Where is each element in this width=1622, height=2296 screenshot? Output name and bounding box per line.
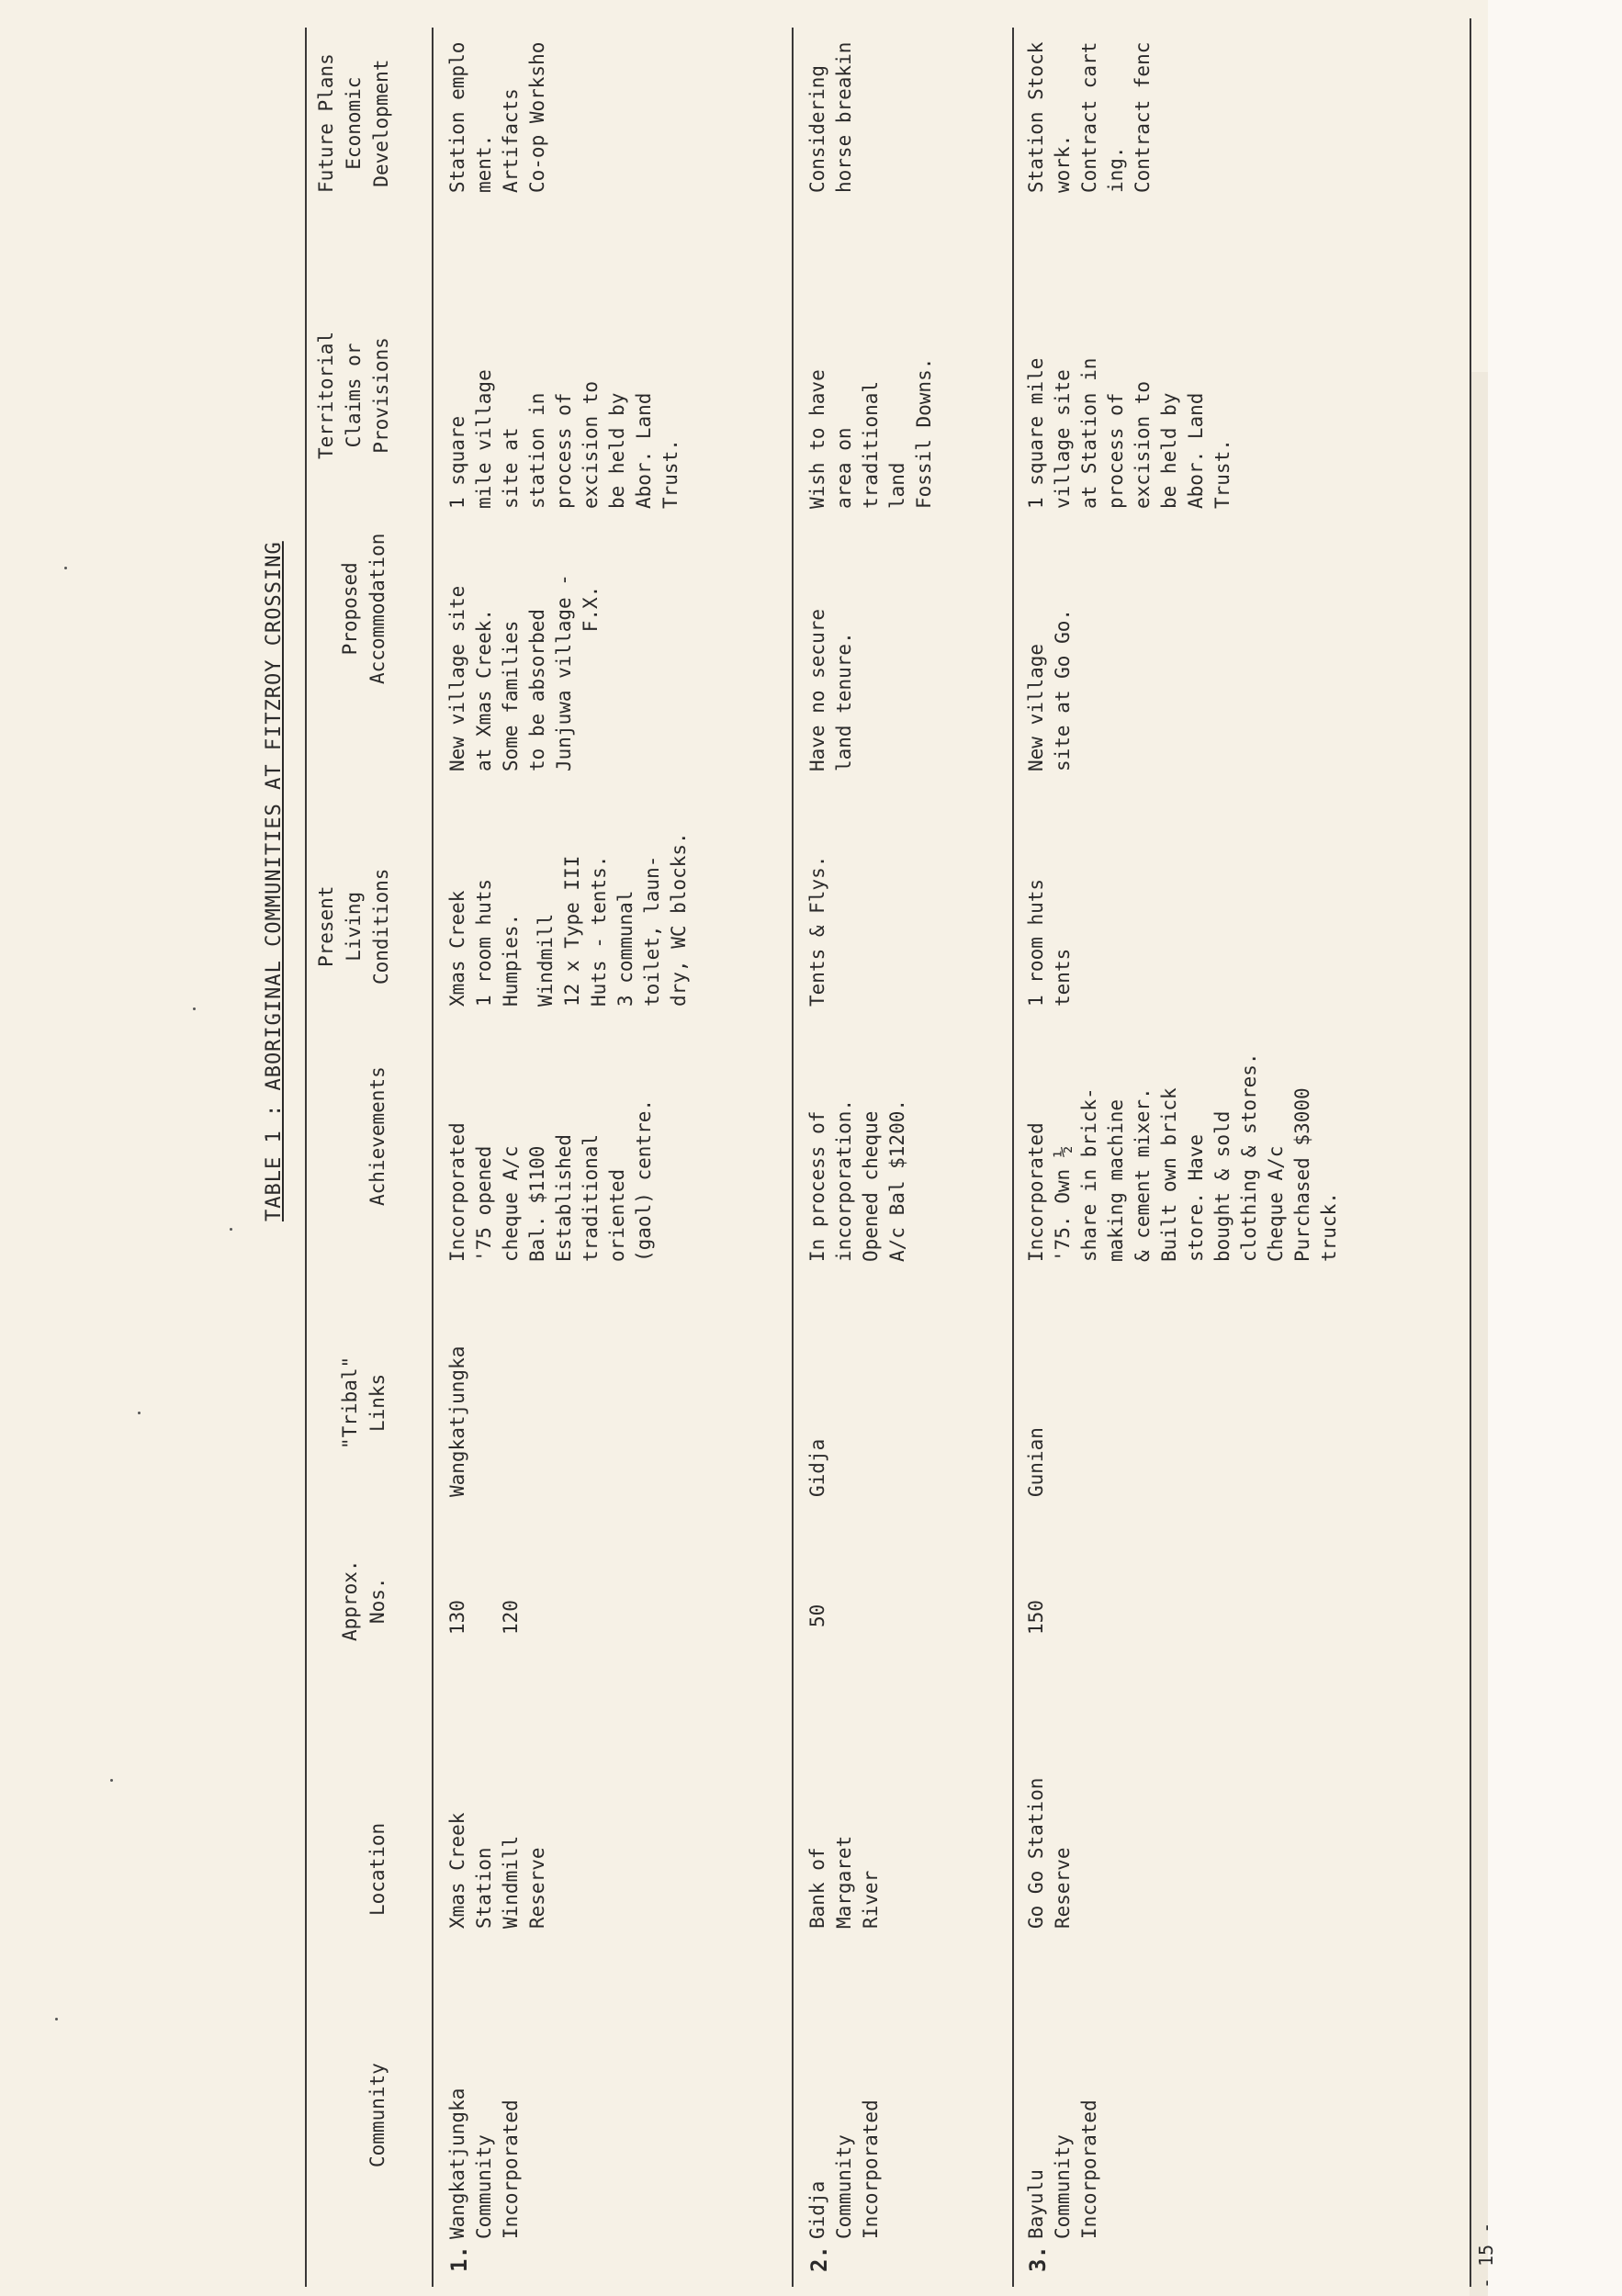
cell-tribal: Wangkatjungka	[446, 1345, 468, 1497]
cell-living-heading: Xmas Creek	[446, 890, 468, 1007]
header-rule-bottom	[432, 28, 434, 2287]
cell-territorial: 1 square mile village site at Station in process of excision to be held by Abor. Land Trust.	[1025, 357, 1233, 509]
cell-plans: Station emplo ment. Artifacts Co-op Worksho	[446, 41, 548, 193]
cell-territorial: 1 square mile village site at station in process of excision to be held by Abor. Land Trust.	[446, 369, 681, 509]
header-community: Community	[366, 2063, 389, 2167]
cell-plans: Station Stock work. Contract cart ing. Contract fenc	[1025, 41, 1154, 193]
cell-achievements: Incorporated '75. Own ½ share in brick- making machine & cement mixer. Built own brick store. Have bought & sold clothing & stores. Cheque A/c Purchased $3000 truck.	[1025, 1052, 1340, 1262]
header-accommodation: Proposed Accommodation	[339, 533, 389, 684]
cell-location: Go Go Station Reserve	[1025, 1777, 1074, 1929]
header-tribal: "Tribal" Links	[339, 1356, 389, 1449]
cell-location: Xmas Creek Station Windmill Reserve	[446, 1812, 548, 1929]
row-rule-1	[792, 28, 794, 2287]
cell-accommodation: New village site at Go Go.	[1025, 608, 1074, 771]
header-location: Location	[366, 1822, 389, 1916]
cell-numbers: 150	[1025, 1600, 1047, 1635]
header-territorial: Territorial Claims or Provisions	[315, 331, 392, 459]
cell-achievements: Incorporated '75 opened cheque A/c Bal. $1100 Established traditional oriented (gaol) centre.	[446, 1098, 655, 1262]
scan-speck	[193, 1007, 196, 1010]
cell-tribal: Gunian	[1025, 1427, 1047, 1497]
cell-territorial: Wish to have area on traditional land Fossil Downs.	[806, 357, 935, 509]
header-plans: Future Plans Economic Development	[315, 53, 392, 193]
cell-accommodation: New village site at Xmas Creek. Some families to be absorbed Junjuwa village - F.X.	[446, 574, 602, 771]
row-number: 2.	[806, 2245, 832, 2272]
cell-living: 1 room huts Humpies.	[473, 878, 522, 1007]
cell-community: Gidja Community Incorporated	[806, 2099, 882, 2239]
page-number: - 15 -	[1475, 2222, 1497, 2289]
cell-living: 1 room huts tents	[1025, 878, 1074, 1007]
scan-speck	[230, 1228, 232, 1231]
cell-community: Bayulu Community Incorporated	[1025, 2099, 1100, 2239]
scan-speck	[64, 567, 67, 569]
scan-speck	[55, 2018, 58, 2020]
header-numbers: Approx. Nos.	[339, 1559, 389, 1641]
cell-plans: Considering horse breakin	[806, 41, 855, 193]
cell-numbers: 130 120	[446, 1600, 522, 1635]
row-number: 3.	[1025, 2245, 1051, 2272]
cell-community: Wangkatjungka Community Incorporated	[446, 2088, 522, 2239]
cell-achievements: In process of incorporation. Opened cheque A/c Bal $1200.	[806, 1098, 908, 1262]
scan-speck	[138, 1412, 141, 1414]
table-title: TABLE 1 : ABORIGINAL COMMUNITIES AT FITZROY CROSSING	[263, 541, 286, 1221]
header-rule-top	[305, 28, 307, 2287]
cell-living-heading: Windmill	[535, 913, 557, 1007]
header-achievements: Achievements	[366, 1066, 389, 1206]
header-living: Present Living Conditions	[315, 868, 392, 985]
cell-numbers: 50	[806, 1604, 828, 1627]
scan-speck	[110, 1779, 113, 1782]
cell-location: Bank of Margaret River	[806, 1835, 882, 1929]
row-rule-3	[1470, 18, 1471, 2287]
cell-living: 12 x Type III Huts - tents. 3 communal toilet, laun- dry, WC blocks.	[561, 832, 690, 1007]
cell-living: Tents & Flys.	[806, 855, 828, 1007]
row-number: 1.	[446, 2245, 472, 2272]
row-rule-2	[1012, 28, 1014, 2287]
cell-tribal: Gidja	[806, 1438, 828, 1497]
cell-accommodation: Have no secure land tenure.	[806, 608, 855, 771]
